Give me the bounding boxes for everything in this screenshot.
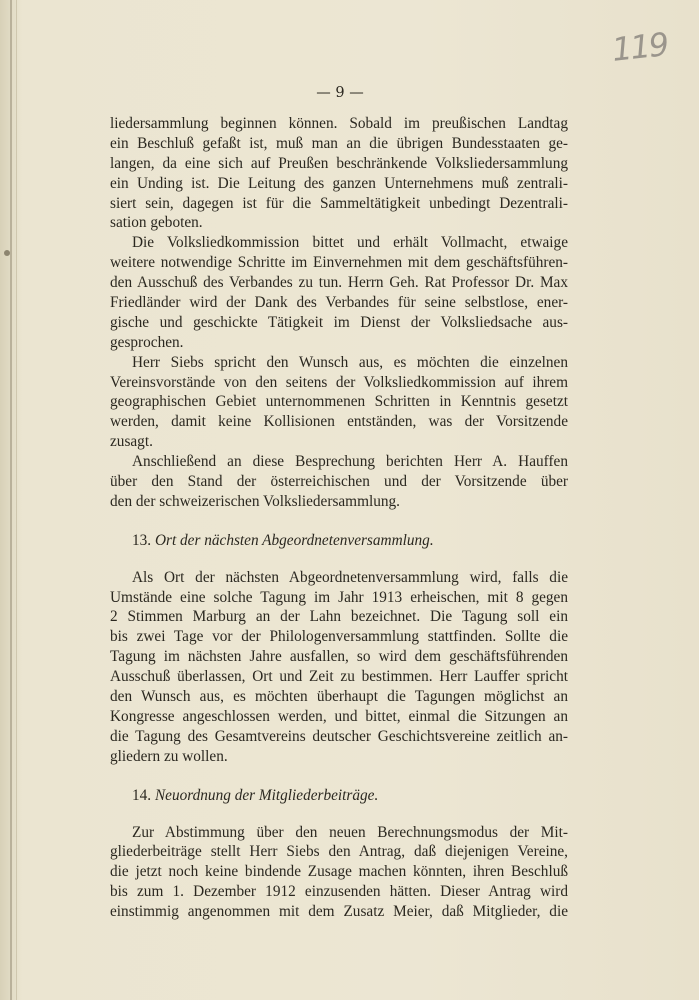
text-line: den der schweizerischen Volksliedersammlung. — [110, 492, 400, 510]
text-line: über den Stand der österreichischen und der Vorsitzende über — [110, 473, 568, 491]
text-line: Ausschuß überlassen, Ort und Zeit zu bestimmen. Herr Lauffer spricht — [110, 668, 568, 686]
text-line: Anschließend an diese Besprechung berichten Herr A. Hauffen — [132, 453, 568, 471]
text-line: ein Beschluß gefaßt ist, muß man an die übrigen Bundesstaaten ge- — [110, 134, 568, 152]
section-heading-13 — [110, 531, 568, 551]
binding-fold — [16, 0, 17, 1000]
text-line: langen, da eine sich auf Preußen beschränkende Volksliedersammlung — [110, 154, 568, 172]
text-line: Die Volksliedkommission bittet und erhält Vollmacht, etwaige — [132, 234, 568, 252]
text-line: gesprochen. — [110, 333, 184, 351]
text-line: liedersammlung beginnen können. Sobald im preußischen Landtag — [110, 115, 568, 132]
text-line: weitere notwendige Schritte im Einvernehmen mit dem geschäftsführen- — [110, 254, 568, 272]
text-line: siert sein, dagegen ist für die Sammeltätigkeit unbedingt Dezentrali- — [110, 194, 568, 212]
text-line: zusagt. — [110, 433, 153, 451]
archive-number: 119 — [610, 25, 669, 69]
text-line: Kongresse angeschlossen werden, und bittet, einmal die Sitzungen an — [110, 707, 568, 725]
text-line: Tagung im nächsten Jahre ausfallen, so wird dem geschäftsführenden — [110, 648, 568, 666]
text-line: die jetzt noch keine bindende Zusage machen könnten, ihren Beschluß — [110, 863, 568, 881]
text-line: ein Unding ist. Die Leitung des ganzen Unternehmens muß zentrali- — [110, 174, 568, 192]
section-title: Neuordnung der Mitgliederbeiträge. — [154, 786, 379, 804]
text-line: Zur Abstimmung über den neuen Berechnungsmodus der Mit- — [132, 823, 568, 841]
text-line: bis zwei Tage vor der Philologenversammlung stattfinden. Sollte die — [110, 628, 568, 646]
section-heading-14 — [110, 786, 568, 806]
text-line: die Tagung des Gesamtvereins deutscher Geschichtsvereine zeitlich an- — [110, 727, 568, 745]
text-line: bis zum 1. Dezember 1912 einzusenden hätten. Dieser Antrag wird — [110, 883, 568, 901]
text-line: Herr Siebs spricht den Wunsch aus, es möchten die einzelnen — [132, 353, 568, 371]
section-number: 13. — [132, 531, 152, 549]
text-line: gliedern zu wollen. — [110, 747, 228, 765]
text-line: Umstände eine solche Tagung im Jahr 1913 erheischen, mit 8 gegen — [110, 588, 568, 606]
text-line: den Ausschuß des Verbandes zu tun. Herrn Geh. Rat Professor Dr. Max — [110, 274, 568, 292]
text-line: Vereinsvorstände von den seitens der Volksliedkommission auf ihrem — [110, 373, 568, 391]
text-line: Als Ort der nächsten Abgeordnetenversammlung wird, falls die — [132, 568, 568, 586]
text-line: werden, damit keine Kollisionen entständen, was der Vorsitzende — [110, 413, 568, 431]
text-line: gliederbeiträge stellt Herr Siebs den Antrag, daß diejenigen Vereine, — [110, 843, 568, 861]
section-title: Ort der nächsten Abgeordnetenversammlung. — [154, 531, 434, 549]
text-line: 2 Stimmen Marburg an der Lahn bezeichnet. Die Tagung soll ein — [110, 608, 568, 626]
binding-edge — [10, 0, 12, 1000]
text-line: Friedländer wird der Dank des Verbandes für seine selbstlose, ener- — [110, 294, 568, 312]
binding-hole — [4, 250, 10, 256]
text-line: den Wunsch aus, es möchten überhaupt die Tagungen möglichst an — [110, 688, 568, 706]
text-line: gische und geschickte Tätigkeit im Dienst der Volksliedsache aus- — [110, 313, 568, 331]
section-number: 14. — [132, 786, 152, 804]
text-line: sation geboten. — [110, 214, 203, 232]
text-line: geographischen Gebiet unternommenen Schritten in Kenntnis gesetzt — [110, 393, 568, 411]
body-text — [110, 114, 568, 922]
text-line: einstimmig angenommen mit dem Zusatz Meier, daß Mitglieder, die — [110, 903, 568, 921]
page-number: — 9 — — [316, 85, 364, 101]
